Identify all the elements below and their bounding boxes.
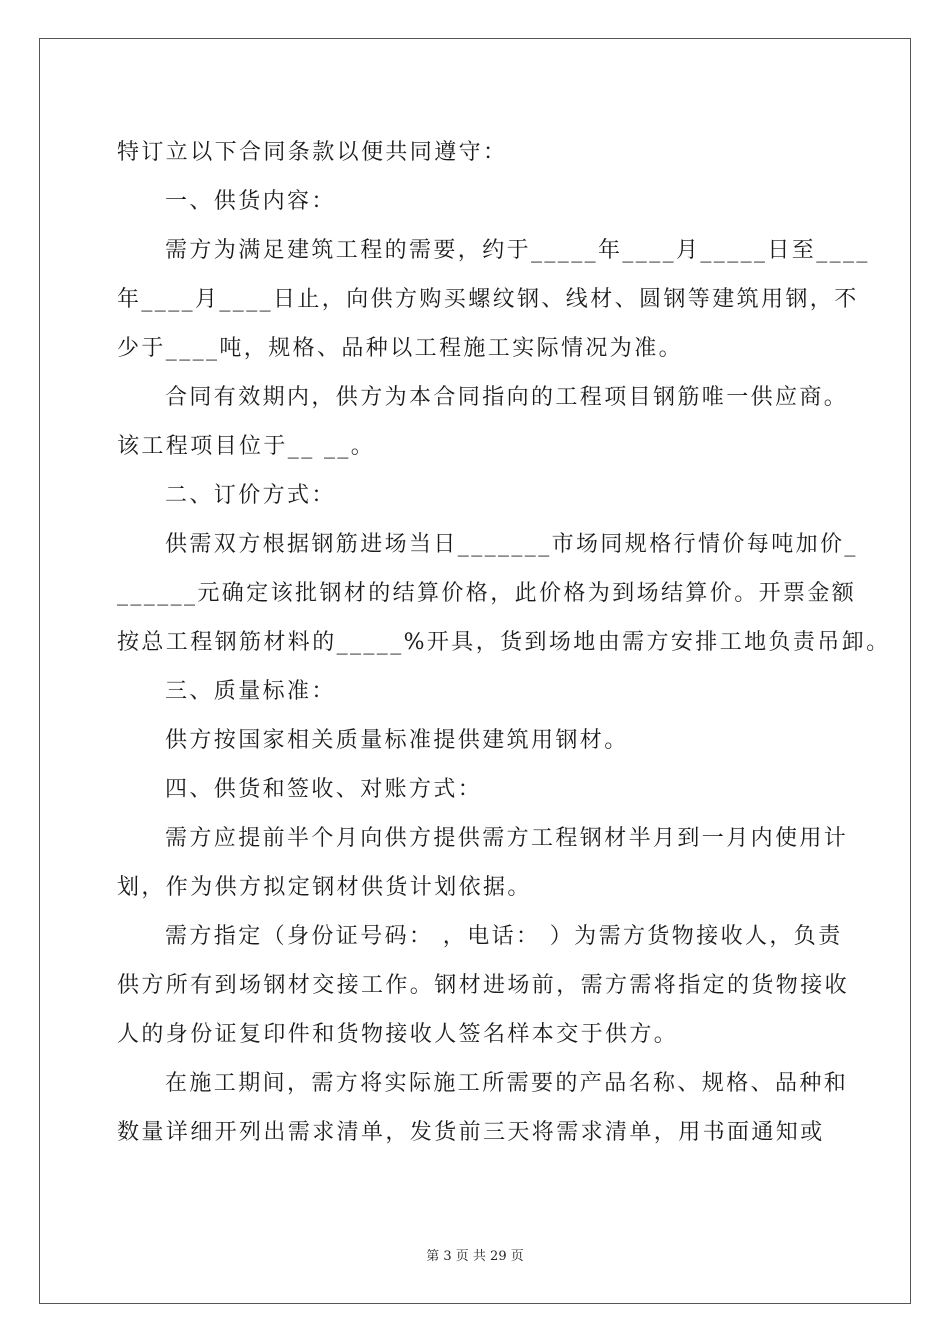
text-line: 特订立以下合同条款以便共同遵守：: [117, 140, 508, 165]
text-line: 四、供货和签收、对账方式：: [165, 777, 483, 802]
text-line: 需方为满足建筑工程的需要，约于_____年____月_____日至____: [165, 238, 870, 263]
text-line: 少于____吨，规格、品种以工程施工实际情况为准。: [117, 336, 684, 361]
text-line: 需方应提前半个月向供方提供需方工程钢材半月到一月内使用计: [165, 826, 849, 851]
text-line: 二、订价方式：: [165, 483, 336, 508]
text-line: 供方按国家相关质量标准提供建筑用钢材。: [165, 728, 629, 753]
document-body: [117, 128, 891, 1157]
text-line: 划，作为供方拟定钢材供货计划依据。: [117, 875, 532, 900]
text-line: 合同有效期内，供方为本合同指向的工程项目钢筋唯一供应商。: [165, 385, 849, 410]
text-line: 供需双方根据钢筋进场当日_______市场同规格行情价每吨加价_: [165, 532, 858, 557]
text-line: ______元确定该批钢材的结算价格，此价格为到场结算价。开票金额: [117, 581, 857, 606]
text-line: 供方所有到场钢材交接工作。钢材进场前，需方需将指定的货物接收: [117, 973, 850, 998]
text-line: 一、供货内容：: [165, 189, 336, 214]
text-line: 人的身份证复印件和货物接收人签名样本交于供方。: [117, 1022, 679, 1047]
text-line: 需方指定（身份证号码： ，电话： ）为需方货物接收人，负责: [165, 924, 843, 949]
text-line: 年____月____日止，向供方购买螺纹钢、线材、圆钢等建筑用钢，不: [117, 287, 859, 312]
text-line: 三、质量标准：: [165, 679, 336, 704]
text-line: 数量详细开列出需求清单，发货前三天将需求清单，用书面通知或: [117, 1120, 825, 1145]
text-line: 在施工期间，需方将实际施工所需要的产品名称、规格、品种和: [165, 1071, 849, 1096]
text-line: 该工程项目位于__ __。: [117, 434, 376, 459]
text-line: 按总工程钢筋材料的_____%开具，货到场地由需方安排工地负责吊卸。: [117, 630, 891, 655]
page-footer: 第 3 页 共 29 页: [426, 1249, 524, 1264]
